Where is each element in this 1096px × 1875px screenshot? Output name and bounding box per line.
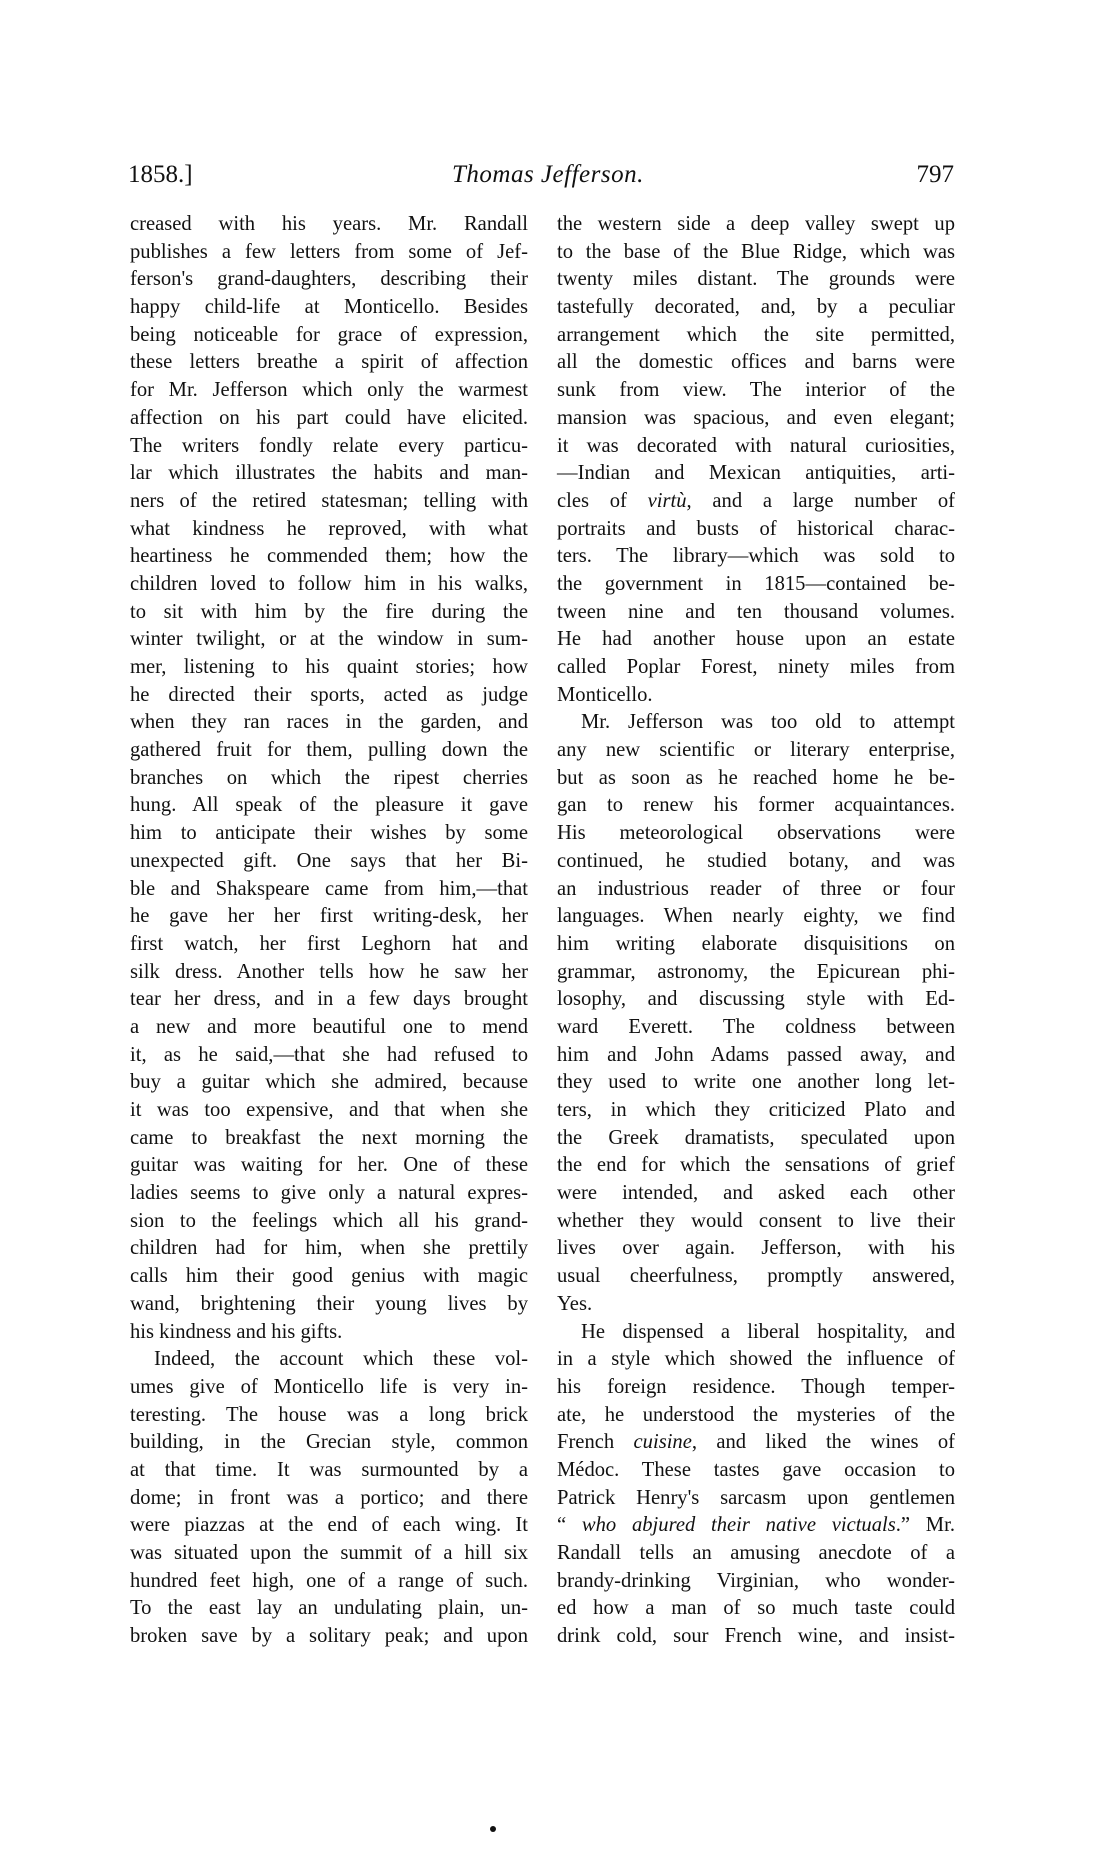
text-segment: all the domestic offices and barns were [557, 351, 955, 374]
text-segment: hundred feet high, one of a range of such. [130, 1569, 528, 1592]
text-segment: tween nine and ten thousand volumes. [557, 600, 955, 623]
text-line [130, 709, 528, 737]
text-line [130, 792, 528, 820]
text-line [557, 848, 955, 876]
text-line [130, 211, 528, 239]
text-line [557, 1291, 955, 1319]
text-segment: guitar was waiting for her. One of these [130, 1154, 528, 1177]
text-column-left [130, 211, 528, 1651]
text-segment: broken save by a solitary peak; and upon [130, 1625, 528, 1648]
running-head-title: Thomas Jefferson. [452, 161, 644, 188]
text-segment: Monticello. [557, 683, 653, 706]
text-segment: Médoc. These tastes gave occasion to [557, 1458, 955, 1481]
text-segment: twenty miles distant. The grounds were [557, 268, 955, 291]
text-segment: any new scientific or literary enterprise, [557, 739, 955, 762]
text-line [557, 433, 955, 461]
text-column-right [557, 211, 955, 1651]
text-line [557, 516, 955, 544]
text-segment: Yes. [557, 1292, 593, 1315]
text-line [130, 543, 528, 571]
text-segment: was situated upon the summit of a hill six [130, 1542, 528, 1564]
text-segment: drink cold, sour French wine, and insist- [557, 1625, 955, 1648]
text-line [130, 460, 528, 488]
text-segment: him to anticipate their wishes by some [130, 822, 528, 845]
text-segment: usual cheerfulness, promptly answered, [557, 1265, 955, 1288]
text-line [557, 1457, 955, 1485]
text-segment: dome; in front was a portico; and there [130, 1486, 528, 1509]
text-segment: grammar, astronomy, the Epicurean phi- [557, 960, 955, 983]
text-segment: were piazzas at the end of each wing. It [130, 1514, 528, 1537]
text-line [557, 959, 955, 987]
text-line [557, 1568, 955, 1596]
text-line [130, 626, 528, 654]
text-line [557, 765, 955, 793]
text-segment: tastefully decorated, and, by a peculiar [557, 296, 955, 319]
text-segment: an industrious reader of three or four [557, 877, 955, 900]
text-line [130, 349, 528, 377]
text-segment: sion to the feelings which all his grand- [130, 1209, 528, 1232]
text-line [130, 1319, 528, 1347]
text-line [557, 1097, 955, 1125]
text-segment: ferson's grand-daughters, describing their [130, 268, 528, 291]
text-segment: wand, brightening their young lives by [130, 1292, 528, 1315]
text-line [557, 1485, 955, 1513]
text-line [557, 626, 955, 654]
text-segment: the western side a deep valley swept up [557, 213, 955, 235]
text-segment: ters. The library—which was sold to [557, 545, 955, 568]
text-segment: umes give of Monticello life is very in- [130, 1375, 528, 1398]
text-line [130, 266, 528, 294]
text-line [130, 1402, 528, 1430]
text-line [557, 1069, 955, 1097]
text-segment: , and liked the wines of [691, 1431, 955, 1454]
text-line [557, 1042, 955, 1070]
text-line [130, 903, 528, 931]
text-line [130, 1235, 528, 1263]
text-segment: Indeed, the account which these vol- [154, 1348, 528, 1371]
text-line [557, 1208, 955, 1236]
text-line [130, 1263, 528, 1291]
text-line [557, 1180, 955, 1208]
text-line [130, 654, 528, 682]
text-line [130, 682, 528, 710]
text-line [130, 488, 528, 516]
text-segment: the end for which the sensations of grief [557, 1154, 955, 1177]
text-segment: creased with his years. Mr. Randall [130, 213, 528, 235]
text-segment: children loved to follow him in his walks, [130, 572, 528, 595]
text-line [557, 792, 955, 820]
text-segment: mansion was spacious, and even elegant; [557, 406, 955, 429]
text-segment: ed how a man of so much taste could [557, 1597, 955, 1620]
text-segment: Mr. Jefferson was too old to attempt [581, 711, 955, 734]
text-line [130, 1429, 528, 1457]
text-segment: affection on his part could have elicited. [130, 406, 528, 429]
print-mark [490, 1826, 496, 1832]
text-segment: it was too expensive, and that when she [130, 1099, 528, 1121]
text-line [557, 405, 955, 433]
text-line [130, 1042, 528, 1070]
text-line [557, 377, 955, 405]
text-line [130, 1346, 528, 1374]
text-line [557, 349, 955, 377]
text-segment: branches on which the ripest cherries [130, 766, 528, 789]
text-segment: winter twilight, or at the window in sum- [130, 628, 528, 651]
text-segment: children had for him, when she prettily [130, 1237, 528, 1260]
text-segment: first watch, her first Leghorn hat and [130, 932, 528, 955]
text-segment: Patrick Henry's sarcasm upon gentlemen [557, 1486, 955, 1509]
text-segment: ward Everett. The coldness between [557, 1015, 955, 1038]
text-line [130, 1374, 528, 1402]
text-line [557, 1540, 955, 1568]
text-segment: arrangement which the site permitted, [557, 323, 955, 346]
text-segment: lar which illustrates the habits and man- [130, 462, 528, 485]
text-line [130, 1097, 528, 1125]
text-segment: called Poplar Forest, ninety miles from [557, 656, 955, 678]
text-line [557, 571, 955, 599]
text-line [557, 211, 955, 239]
text-line [557, 488, 955, 516]
text-segment: lives over again. Jefferson, with his [557, 1237, 955, 1260]
text-line [130, 1208, 528, 1236]
text-line [130, 377, 528, 405]
text-segment: came to breakfast the next morning the [130, 1126, 528, 1149]
text-line [557, 322, 955, 350]
text-line [130, 876, 528, 904]
text-line [130, 239, 528, 267]
italic-text: virtù [647, 489, 687, 512]
text-line [130, 931, 528, 959]
text-line [557, 1014, 955, 1042]
text-segment: it, as he said,—that she had refused to [130, 1043, 528, 1066]
text-segment: languages. When nearly eighty, we find [557, 905, 955, 928]
text-line [557, 266, 955, 294]
text-segment: tear her dress, and in a few days brought [130, 988, 528, 1011]
text-line [557, 654, 955, 682]
text-line [130, 1152, 528, 1180]
text-line [557, 1319, 955, 1347]
text-segment: ters, in which they criticized Plato and [557, 1099, 955, 1121]
text-segment: ate, he understood the mysteries of the [557, 1403, 955, 1426]
text-line [557, 294, 955, 322]
text-line [557, 1402, 955, 1430]
text-line [557, 1346, 955, 1374]
text-line [557, 737, 955, 765]
text-segment: him writing elaborate disquisitions on [557, 932, 955, 955]
text-line [130, 571, 528, 599]
text-segment: ladies seems to give only a natural expres- [130, 1182, 528, 1205]
text-segment: were intended, and asked each other [557, 1182, 955, 1205]
text-segment: what kindness he reproved, with what [130, 517, 528, 540]
text-segment: a new and more beautiful one to mend [130, 1015, 528, 1038]
text-segment: French [557, 1431, 634, 1454]
text-line [557, 1512, 955, 1540]
text-line [557, 1595, 955, 1623]
text-segment: brandy-drinking Virginian, who wonder- [557, 1569, 955, 1592]
text-line [130, 820, 528, 848]
text-segment: heartiness he commended them; how the [130, 545, 528, 568]
text-segment: happy child-life at Monticello. Besides [130, 296, 528, 319]
text-segment: when they ran races in the garden, and [130, 711, 528, 734]
text-line [557, 931, 955, 959]
text-line [130, 848, 528, 876]
text-line [130, 1125, 528, 1153]
text-segment: teresting. The house was a long brick [130, 1403, 528, 1426]
text-line [557, 1235, 955, 1263]
page-number: 797 [916, 161, 954, 188]
text-line [557, 1429, 955, 1457]
text-line [557, 709, 955, 737]
text-segment: gathered fruit for them, pulling down the [130, 739, 528, 762]
text-line [557, 599, 955, 627]
text-segment: The writers fondly relate every particu- [130, 434, 528, 457]
text-line [130, 294, 528, 322]
text-segment: his foreign residence. Though temper- [557, 1375, 955, 1398]
text-segment: publishes a few letters from some of Jef- [130, 240, 528, 263]
text-line [557, 1125, 955, 1153]
italic-text: cuisine [633, 1431, 692, 1454]
text-line [557, 986, 955, 1014]
text-segment: to the base of the Blue Ridge, which was [557, 240, 955, 263]
text-segment: he directed their sports, acted as judge [130, 683, 528, 706]
text-segment: He had another house upon an estate [557, 628, 955, 651]
text-segment: it was decorated with natural curiosities, [557, 434, 955, 457]
text-line [557, 876, 955, 904]
text-segment: they used to write one another long let- [557, 1071, 955, 1094]
text-segment: He dispensed a liberal hospitality, and [581, 1320, 955, 1343]
text-line [130, 1069, 528, 1097]
text-segment: To the east lay an undulating plain, un- [130, 1597, 528, 1620]
text-segment: “ [557, 1514, 582, 1537]
text-segment: at that time. It was surmounted by a [130, 1458, 528, 1481]
text-segment: the government in 1815—contained be- [557, 572, 955, 595]
text-segment: portraits and busts of historical charac- [557, 517, 955, 540]
text-segment: the Greek dramatists, speculated upon [557, 1126, 955, 1149]
text-line [130, 1014, 528, 1042]
text-line [557, 1623, 955, 1651]
text-line [130, 1540, 528, 1568]
text-line [130, 1568, 528, 1596]
text-segment: ners of the retired statesman; telling with [130, 489, 528, 512]
running-head [128, 160, 954, 190]
text-line [557, 239, 955, 267]
text-line [130, 1457, 528, 1485]
text-segment: Randall tells an amusing anecdote of a [557, 1542, 955, 1564]
text-segment: mer, listening to his quaint stories; how [130, 656, 528, 678]
text-segment: building, in the Grecian style, common [130, 1431, 528, 1454]
text-segment: he gave her her first writing-desk, her [130, 905, 528, 928]
text-segment: being noticeable for grace of expression, [130, 323, 528, 346]
text-segment: calls him their good genius with magic [130, 1265, 528, 1288]
text-line [130, 433, 528, 461]
text-segment: His meteorological observations were [557, 822, 955, 845]
text-segment: ble and Shakspeare came from him,—that [130, 877, 528, 900]
text-segment: whether they would consent to live their [557, 1209, 955, 1232]
text-line [130, 1595, 528, 1623]
text-line [130, 1291, 528, 1319]
text-segment: .” Mr. [895, 1514, 955, 1537]
text-segment: hung. All speak of the pleasure it gave [130, 794, 528, 817]
text-line [130, 1180, 528, 1208]
text-segment: buy a guitar which she admired, because [130, 1071, 528, 1094]
text-line [130, 959, 528, 987]
text-segment: in a style which showed the influence of [557, 1348, 955, 1371]
text-segment: but as soon as he reached home he be- [557, 766, 955, 789]
text-segment: these letters breathe a spirit of affection [130, 351, 528, 374]
text-line [557, 460, 955, 488]
text-segment: sunk from view. The interior of the [557, 379, 955, 402]
running-head-date: 1858.] [128, 161, 193, 188]
text-segment: —Indian and Mexican antiquities, arti- [557, 462, 955, 485]
text-line [557, 1374, 955, 1402]
text-line [130, 765, 528, 793]
text-line [557, 682, 955, 710]
text-line [130, 1623, 528, 1651]
text-line [557, 1263, 955, 1291]
text-segment: him and John Adams passed away, and [557, 1043, 955, 1066]
text-segment: silk dress. Another tells how he saw her [130, 960, 528, 983]
text-segment: losophy, and discussing style with Ed- [557, 988, 955, 1011]
text-line [130, 737, 528, 765]
text-line [130, 986, 528, 1014]
text-line [557, 820, 955, 848]
text-line [130, 405, 528, 433]
text-segment: his kindness and his gifts. [130, 1320, 343, 1343]
text-segment: cles of [557, 489, 648, 512]
text-segment: gan to renew his former acquaintances. [557, 794, 955, 817]
text-line [557, 1152, 955, 1180]
text-line [130, 322, 528, 350]
text-line [130, 1512, 528, 1540]
text-segment: continued, he studied botany, and was [557, 849, 955, 872]
text-line [130, 516, 528, 544]
text-segment: for Mr. Jefferson which only the warmest [130, 379, 528, 402]
text-line [557, 543, 955, 571]
text-segment: unexpected gift. One says that her Bi- [130, 849, 528, 872]
text-line [557, 903, 955, 931]
text-line [130, 1485, 528, 1513]
text-segment: to sit with him by the fire during the [130, 600, 528, 623]
italic-text: who abjured their native victuals [581, 1514, 896, 1537]
text-line [130, 599, 528, 627]
text-segment: , and a large number of [686, 489, 956, 512]
